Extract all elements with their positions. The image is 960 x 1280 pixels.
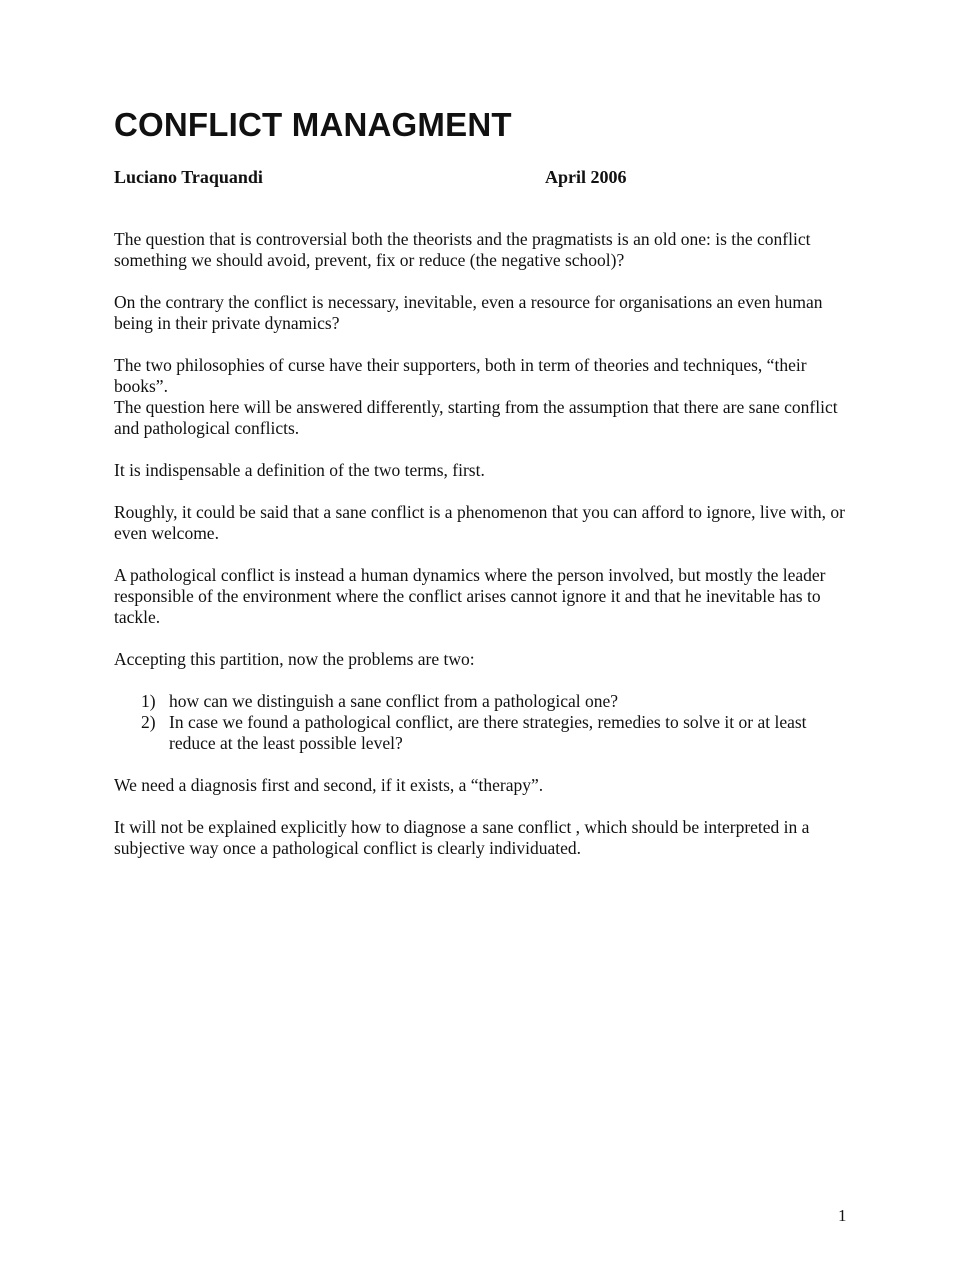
author-name: Luciano Traquandi (114, 167, 263, 187)
paragraph-1: The question that is controversial both the theorists and the pragmatists is an old one: is the conflict something we should avoid, prevent, fix or reduce (the negative school)? (114, 229, 811, 270)
paragraph-7: A pathological conflict is instead a human dynamics where the person involved, but mostly the leader responsible of the environment where the conflict arises cannot ignore it and that he inevitable has to tackle. (114, 565, 826, 627)
document-date: April 2006 (545, 167, 627, 187)
paragraph-4: The question here will be answered differently, starting from the assumption that there are sane conflict and pathological conflicts. (114, 397, 838, 438)
document-title: CONFLICT MANAGMENT (114, 106, 512, 143)
paragraph-8: Accepting this partition, now the problems are two: (114, 649, 475, 669)
list-item-text: how can we distinguish a sane conflict from a pathological one? (169, 691, 619, 711)
list-item-text: In case we found a pathological conflict, are there strategies, remedies to solve it or at least reduce at the least possible level? (169, 712, 807, 753)
paragraph-5: It is indispensable a definition of the two terms, first. (114, 460, 485, 480)
paragraph-9: We need a diagnosis first and second, if it exists, a “therapy”. (114, 775, 544, 795)
document-body (114, 229, 854, 880)
list-item (114, 712, 854, 754)
problem-list (114, 691, 854, 754)
list-item-number: 2) (141, 712, 156, 732)
list-item-number: 1) (141, 691, 156, 711)
paragraph-2: On the contrary the conflict is necessary, inevitable, even a resource for organisations an even human being in their private dynamics? (114, 292, 823, 333)
paragraph-6: Roughly, it could be said that a sane conflict is a phenomenon that you can afford to ignore, live with, or even welcome. (114, 502, 845, 543)
page-number: 1 (838, 1206, 847, 1225)
paragraph-10: It will not be explained explicitly how to diagnose a sane conflict , which should be interpreted in a subjective way once a pathological conflict is clearly individuated. (114, 817, 810, 858)
paragraph-3: The two philosophies of curse have their supporters, both in term of theories and techniques, “their books”. (114, 355, 807, 396)
list-item (114, 691, 854, 712)
